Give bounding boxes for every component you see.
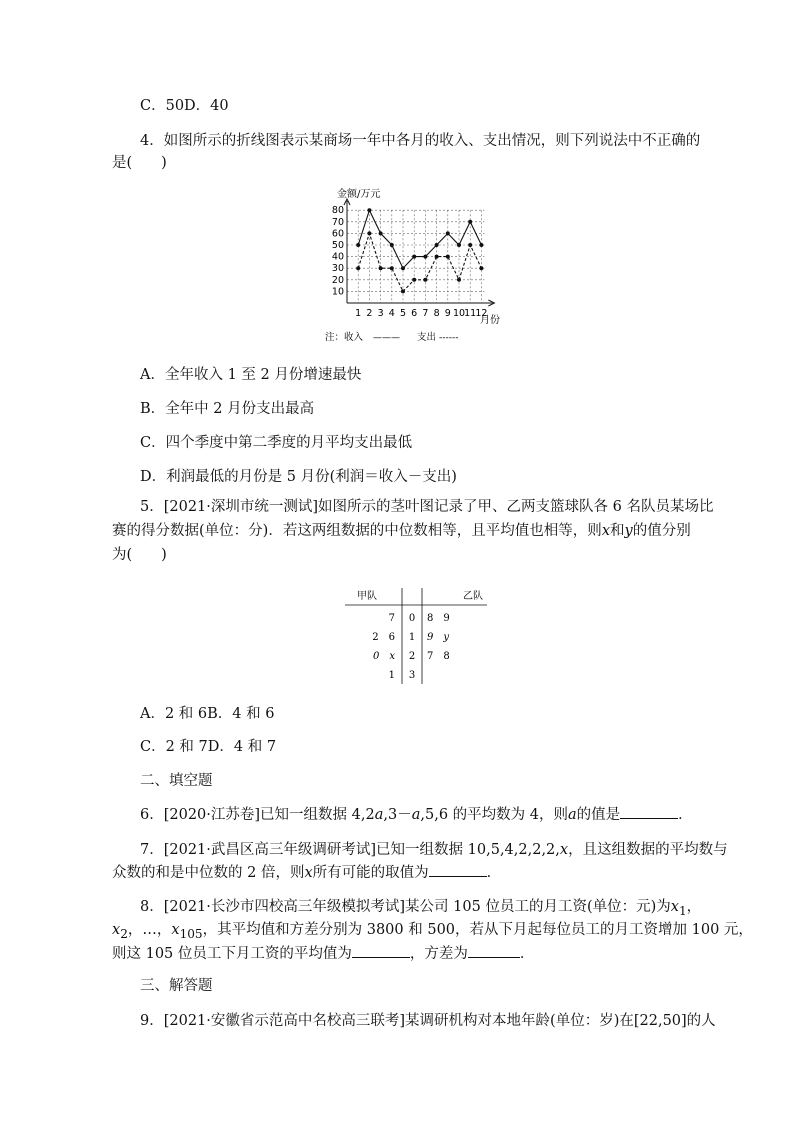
q8-line1 (140, 896, 701, 922)
q6-var-a3: a (568, 807, 577, 823)
income-point (412, 255, 416, 259)
section-fill-in: 二、填空题 (140, 773, 213, 789)
x-tick-label: 5 (399, 308, 407, 319)
expense-point (457, 278, 461, 282)
expense-point (356, 266, 360, 270)
income-point (457, 243, 461, 247)
y-tick-label: 20 (331, 274, 344, 286)
x-tick-label: 2 (366, 308, 373, 319)
x-tick-label: 4 (388, 308, 395, 319)
q6-answer-blank[interactable] (620, 804, 678, 819)
chart-axes (344, 199, 494, 306)
q8-mean-blank[interactable] (352, 943, 410, 958)
y-tick-label: 50 (331, 240, 344, 251)
q8-line1-text: 8．[2021·长沙市四校高三年级模拟考试]某公司 105 位员工的月工资(单位：元)为 (140, 899, 671, 915)
stemleaf-stem: 1 (408, 632, 416, 643)
income-point (479, 243, 483, 247)
legend-income-label: 注：收入 (325, 332, 364, 343)
q7-answer-blank[interactable] (429, 862, 487, 877)
q8-line2 (112, 919, 753, 945)
x-tick-label: 7 (422, 308, 429, 319)
q8-variance-blank[interactable] (468, 943, 520, 958)
q7-var-x2: x (304, 865, 313, 881)
q8-line3-text-a: 则这 105 位员工下月工资的平均值为 (112, 946, 352, 962)
y-tick-label: 80 (331, 205, 344, 217)
y-tick-label: 70 (331, 216, 344, 228)
q9-line1: 9．[2021·安徽省示范高中名校高三联考]某调研机构对本地年龄(单位：岁)在[22,50]的人 (140, 1013, 716, 1029)
chart-legend (325, 331, 459, 343)
income-point (379, 231, 383, 235)
q4-option-b: B．全年中 2 月份支出最高 (140, 401, 315, 417)
q6-var-a2: a (411, 807, 421, 823)
q7-line2-text-b: 所有可能的取值为 (312, 865, 429, 881)
q8-end: ． (519, 946, 535, 962)
q8-var-x2: x (112, 922, 121, 938)
stemleaf-left-leaves: 7 (388, 613, 395, 624)
x-tick-label: 3 (377, 308, 384, 319)
q8-sub-1: 1 (678, 903, 687, 918)
q8-ellipsis: ，…， (127, 922, 172, 938)
stemleaf-row (373, 651, 450, 662)
y-tick-label: 10 (331, 286, 344, 298)
q8-var-x1: x (670, 899, 679, 915)
q6-text-c: ,5,6 的平均数为 4，则 (420, 807, 568, 823)
x-tick-label: 11 (464, 308, 477, 319)
stemleaf-row (372, 632, 449, 643)
q4-stem-line2: 是( ) (112, 155, 167, 171)
stemleaf-head-left: 甲队 (357, 591, 377, 602)
income-point (390, 243, 394, 247)
q7-end: ． (486, 865, 502, 881)
section-answer: 三、解答题 (140, 978, 213, 994)
stemleaf-right-leaves: 8 9 (427, 613, 450, 624)
expense-point (423, 278, 427, 282)
stemleaf-head-right: 乙队 (463, 591, 483, 602)
q3-option-c: C．50 (140, 98, 185, 114)
q7-line1-text-b: ，且这组数据的平均数与 (568, 842, 728, 858)
expense-point (435, 255, 439, 259)
chart-x-label: 月份 (480, 315, 500, 326)
expense-line (358, 233, 481, 291)
income-line (358, 210, 481, 268)
stemleaf-stem: 2 (408, 651, 416, 662)
expense-point (446, 255, 450, 259)
q5-options-ab: A．2 和 6B．4 和 6 (140, 706, 275, 722)
q5-options-cd: C．2 和 7D．4 和 7 (140, 739, 277, 755)
line-chart (325, 183, 515, 348)
expense-point (379, 266, 383, 270)
q6-line (140, 804, 693, 826)
q8-line3-text-b: ，方差为 (409, 946, 468, 962)
legend-expense-label: 支出 (417, 332, 437, 343)
y-tick-label: 30 (331, 263, 344, 275)
stemleaf-right-leaves: 7 8 (427, 651, 450, 662)
x-tick-label: 8 (433, 308, 440, 319)
legend-expense-mark: ------ (439, 333, 459, 343)
x-tick-label: 10 (452, 308, 466, 319)
q6-text-a: 6．[2020·江苏卷]已知一组数据 4,2 (140, 807, 375, 823)
income-point (468, 220, 472, 224)
q7-line1-text-a: 7．[2021·武昌区高三年级调研考试]已知一组数据 10,5,4,2,2,2, (140, 842, 560, 858)
q4-option-d: D．利润最低的月份是 5 月份(利润＝收入－支出) (140, 469, 457, 485)
expense-point (468, 243, 472, 247)
q5-var-x: x (601, 523, 610, 539)
stemleaf-stem: 3 (408, 670, 416, 681)
stemleaf-stem: 0 (408, 613, 416, 624)
q3-option-d: D．40 (184, 98, 229, 114)
q4-option-a: A．全年收入 1 至 2 月份增速最快 (140, 367, 362, 383)
expense-point (390, 266, 394, 270)
chart-title: 金额/万元 (337, 189, 381, 200)
q5-line1: 5．[2021·深圳市统一测试]如图所示的茎叶图记录了甲、乙两支篮球队各 6 名队员某场比 (140, 499, 714, 515)
chart-y-ticks (332, 205, 344, 297)
stem-leaf-plot (345, 588, 525, 688)
q4-option-c: C．四个季度中第二季度的月平均支出最低 (140, 435, 413, 451)
expense-point (367, 231, 371, 235)
y-tick-label: 60 (331, 228, 344, 240)
q5-line2-text-a: 赛的得分数据(单位：分)．若这两组数据的中位数相等，且平均值也相等，则 (112, 523, 602, 539)
q5-var-y: y (624, 523, 633, 539)
expense-point (412, 278, 416, 282)
q7-line2-text-a: 众数的和是中位数的 2 倍，则 (112, 865, 305, 881)
q6-text-d: 的值是 (576, 807, 621, 823)
x-tick-label: 1 (355, 308, 362, 319)
income-point (435, 243, 439, 247)
q5-line2-text-c: 的值分别 (632, 523, 691, 539)
q4-stem-line1: 4．如图所示的折线图表示某商场一年中各月的收入、支出情况，则下列说法中不正确的 (140, 133, 701, 149)
q8-sub-105: 105 (179, 926, 203, 941)
stemleaf-row (389, 613, 450, 624)
income-point (423, 255, 427, 259)
expense-point (401, 289, 405, 293)
chart-series (356, 208, 483, 293)
x-tick-label: 12 (475, 308, 488, 319)
x-tick-label: 9 (444, 308, 451, 319)
q3-options (140, 95, 229, 117)
q8-var-x105: x (171, 922, 180, 938)
legend-income-mark: ——— (373, 333, 400, 343)
stemleaf-left-leaves: 0 x (372, 651, 395, 662)
q8-line1-end: ， (686, 899, 702, 915)
q6-var-a1: a (374, 807, 384, 823)
q5-line2-text-b: 和 (610, 523, 625, 539)
stemleaf-left-leaves: 1 (388, 670, 395, 681)
q5-line3: 为( ) (112, 547, 167, 563)
q6-end: ． (678, 807, 693, 823)
q6-text-b: ,3－ (383, 807, 412, 823)
stemleaf-left-leaves: 2 6 (372, 632, 395, 643)
q8-line3 (112, 943, 534, 965)
income-point (356, 243, 360, 247)
y-tick-label: 40 (331, 251, 344, 263)
q7-line2 (112, 862, 501, 884)
chart-x-ticks (355, 308, 487, 319)
income-point (401, 266, 405, 270)
q5-line2 (112, 520, 691, 542)
q8-sub-2: 2 (120, 926, 128, 941)
expense-point (479, 266, 483, 270)
income-point (367, 208, 371, 212)
x-tick-label: 6 (411, 308, 418, 319)
q7-var-x: x (559, 842, 569, 858)
q8-line2-text: ，其平均值和方差分别为 3800 和 500，若从下月起每位员工的月工资增加 100 元， (202, 922, 753, 938)
q7-line1 (140, 839, 728, 861)
income-point (446, 231, 450, 235)
stemleaf-right-leaves: 9 y (427, 632, 450, 643)
